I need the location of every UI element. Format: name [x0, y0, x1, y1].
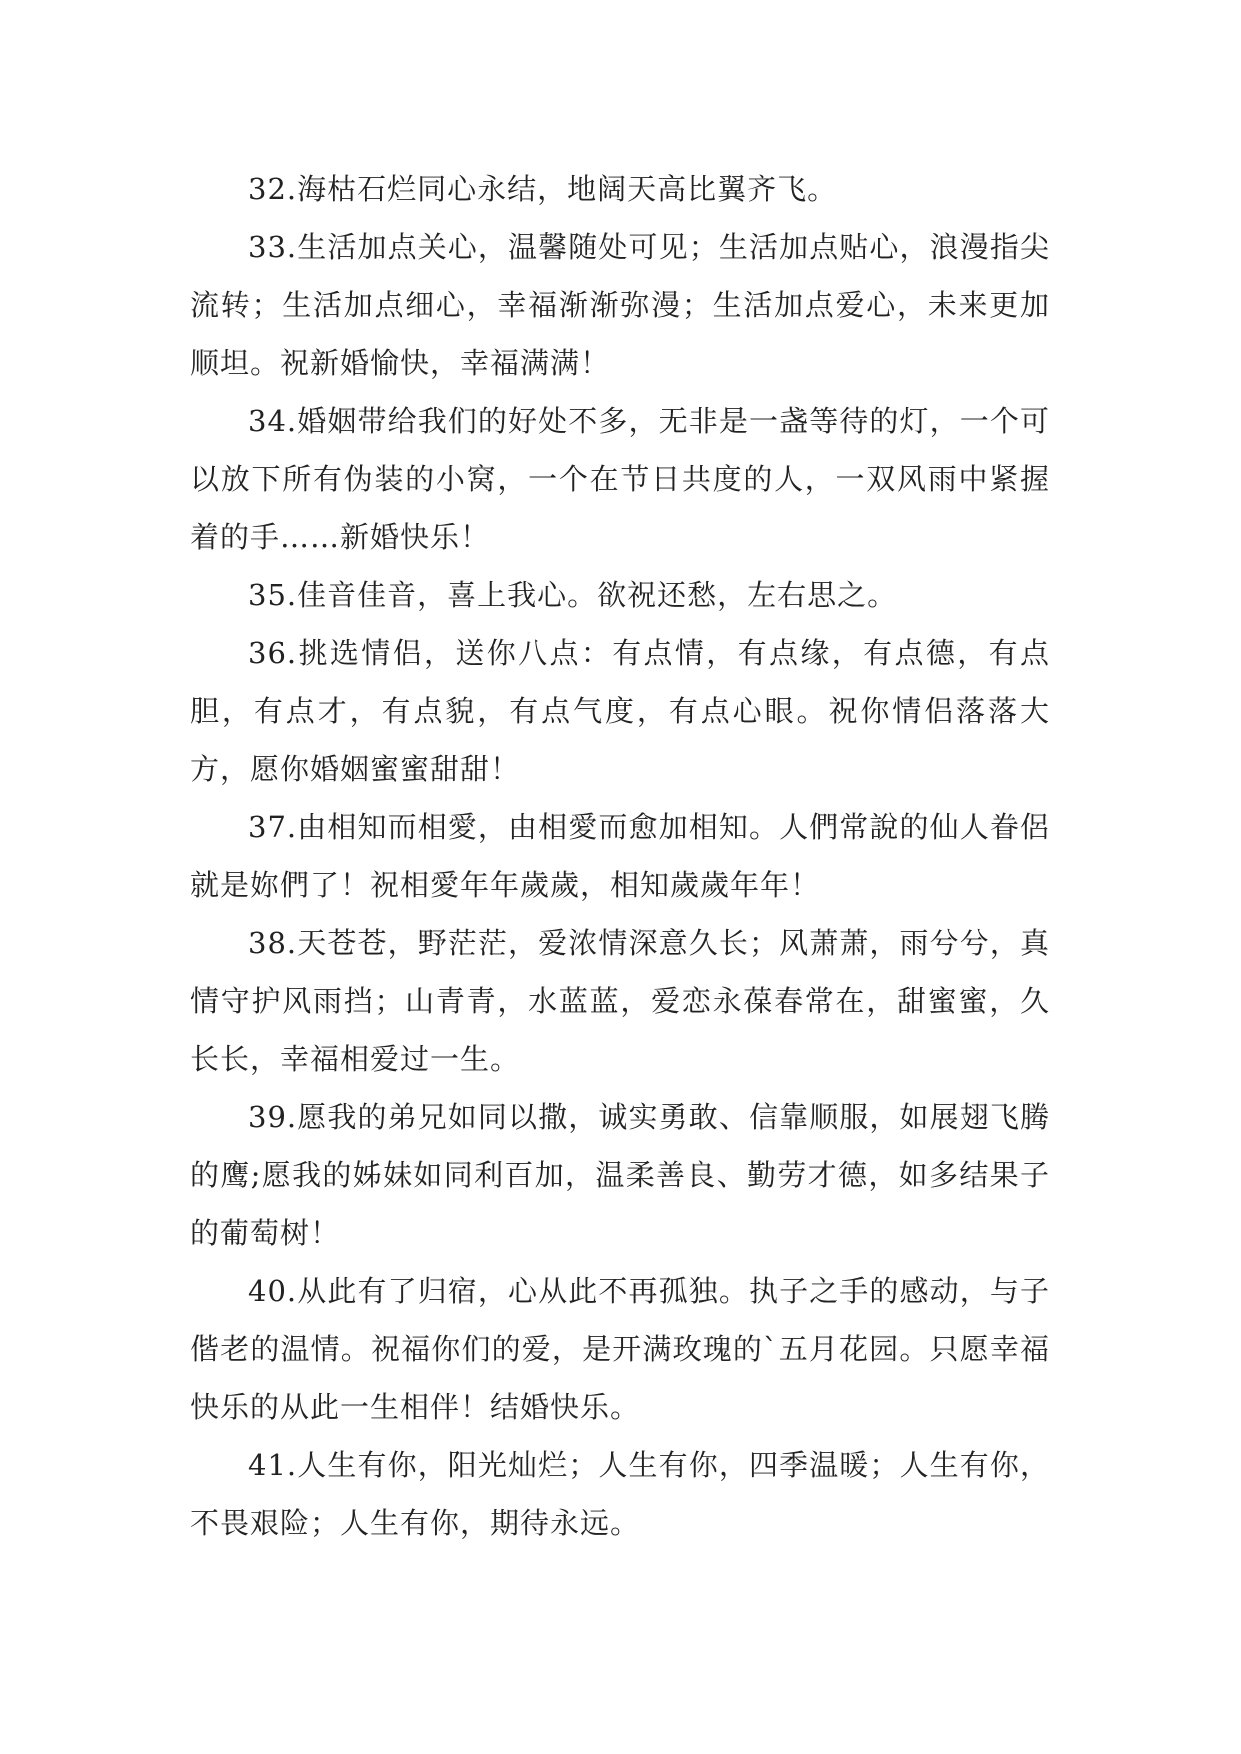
paragraph-39: 39.愿我的弟兄如同以撒，诚实勇敢、信靠顺服，如展翅飞腾的鹰;愿我的姊妹如同利百加，温柔善良、勤劳才德，如多结果子的葡萄树！	[190, 1100, 1050, 1250]
paragraph-33: 33.生活加点关心，温馨随处可见；生活加点贴心，浪漫指尖流转；生活加点细心，幸福渐渐弥漫；生活加点爱心，未来更加顺坦。祝新婚愉快，幸福满满！	[190, 230, 1050, 380]
document-body	[190, 160, 1050, 1552]
paragraph-40: 40.从此有了归宿，心从此不再孤独。执子之手的感动，与子偕老的温情。祝福你们的爱，是开满玫瑰的`五月花园。只愿幸福快乐的从此一生相伴！结婚快乐。	[190, 1274, 1050, 1424]
paragraph-36: 36.挑选情侣，送你八点：有点情，有点缘，有点德，有点胆，有点才，有点貌，有点气度，有点心眼。祝你情侣落落大方，愿你婚姻蜜蜜甜甜！	[190, 636, 1050, 786]
paragraph-41: 41.人生有你，阳光灿烂；人生有你，四季温暖；人生有你，不畏艰险；人生有你，期待永远。	[190, 1448, 1050, 1540]
paragraph-38: 38.天苍苍，野茫茫，爱浓情深意久长；风萧萧，雨兮兮，真情守护风雨挡；山青青，水蓝蓝，爱恋永葆春常在，甜蜜蜜，久长长，幸福相爱过一生。	[190, 926, 1050, 1076]
paragraph-37: 37.由相知而相愛，由相愛而愈加相知。人們常說的仙人眷侶就是妳們了！祝相愛年年歲歲，相知歲歲年年！	[190, 810, 1050, 902]
paragraph-32: 32.海枯石烂同心永结，地阔天高比翼齐飞。	[248, 172, 838, 206]
paragraph-35: 35.佳音佳音，喜上我心。欲祝还愁，左右思之。	[248, 578, 898, 612]
paragraph-34: 34.婚姻带给我们的好处不多，无非是一盏等待的灯，一个可以放下所有伪装的小窝，一个在节日共度的人，一双风雨中紧握着的手……新婚快乐！	[190, 404, 1050, 554]
